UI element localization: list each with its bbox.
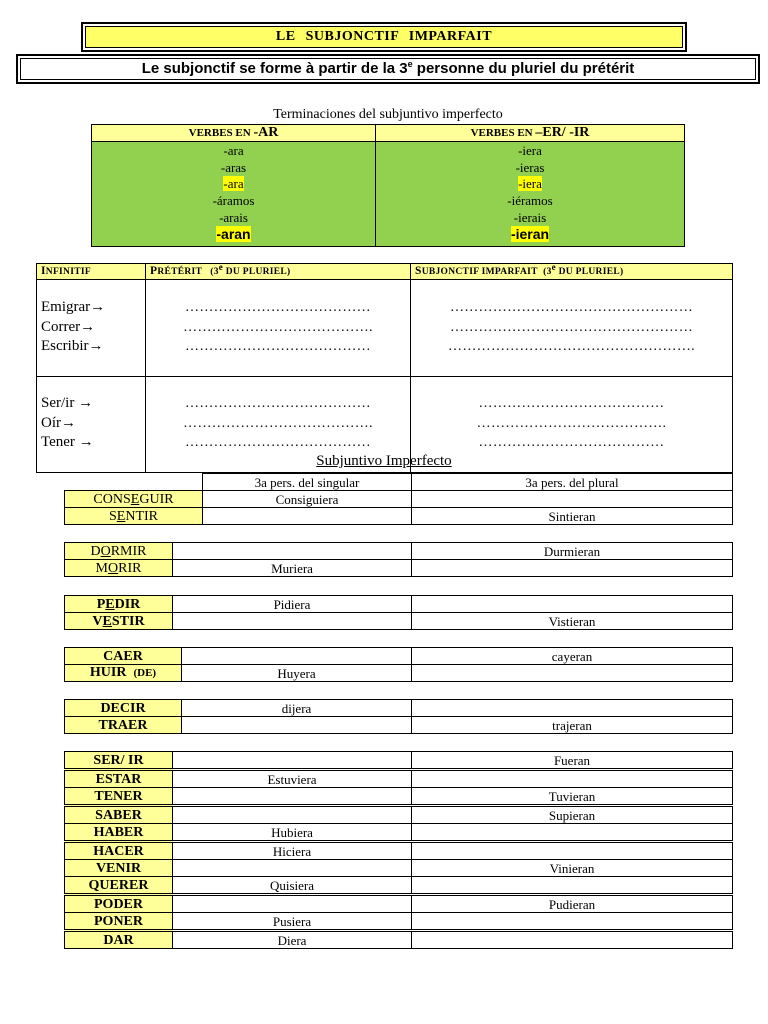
conj-header-blank <box>65 474 203 491</box>
endings-caption: Terminaciones del subjuntivo imperfecto <box>273 107 503 122</box>
endings-erir-list <box>376 142 685 247</box>
irregular-plur: Supieran <box>412 806 733 824</box>
arrow-icon: → <box>90 299 106 315</box>
h-pret-note-a: (3 <box>210 267 219 277</box>
pedir-plur <box>412 596 733 613</box>
h-pret-note-sup: e <box>218 261 224 272</box>
verb-huir <box>65 665 182 682</box>
ending-ar-1-text: -ara <box>223 143 244 158</box>
conj-row-hacer <box>65 842 733 860</box>
conj-row-poder <box>65 895 733 913</box>
conj-header-row <box>65 474 733 491</box>
verb-estar: ESTAR <box>65 770 173 788</box>
verb-venir: VENIR <box>65 860 173 877</box>
verb-pedir-u: E <box>105 596 115 612</box>
subtitle-text-a: Le subjonctif se forme à partir de la 3 <box>141 60 408 77</box>
ending-erir-6-text: -ieran <box>510 226 550 243</box>
irregular-sing <box>173 895 412 913</box>
irregular-plur <box>412 842 733 860</box>
verb-ser-ir <box>41 394 145 414</box>
ending-erir-4-text: -iéramos <box>507 193 553 209</box>
vestir-plur: Vistieran <box>412 613 733 630</box>
verb-sentir-a: S <box>108 508 117 524</box>
h-subj-note-a: (3 <box>543 267 552 277</box>
blank-preterit-emigrar[interactable]: ………………………………… <box>185 300 371 315</box>
conj-header-sing: 3a pers. del singular <box>203 474 412 491</box>
verb-querer: QUERER <box>65 877 173 895</box>
ending-ar-2-text: -aras <box>220 159 247 175</box>
ending-erir-5 <box>376 210 684 227</box>
verb-correr-text: Correr <box>41 318 81 335</box>
ending-ar-3-text: -ara <box>223 176 244 192</box>
verb-pedir-b: DIR <box>114 596 141 612</box>
arrow-icon: → <box>88 338 104 354</box>
h-subj-note-b: DU PLURIEL) <box>555 267 624 277</box>
ending-erir-2 <box>376 160 684 177</box>
blank-subj-emigrar[interactable]: …………………………………………… <box>449 300 694 315</box>
title-frame <box>81 22 687 52</box>
conj-row-saber <box>65 806 733 824</box>
h-inf-cap: I <box>41 265 46 277</box>
irregular-sing: Hiciera <box>173 842 412 860</box>
verb-poner: PONER <box>65 913 173 931</box>
verb-vestir-b: STIR <box>111 613 145 629</box>
vestir-sing <box>173 613 412 630</box>
irregular-plur: Vinieran <box>412 860 733 877</box>
irregular-sing: Estuviera <box>173 770 412 788</box>
morir-plur <box>412 560 733 577</box>
verb-tener <box>41 433 145 453</box>
endings-header-ar-big: -AR <box>253 125 279 140</box>
verb-haber: HABER <box>65 824 173 842</box>
ending-erir-3-text: -iera <box>518 176 542 192</box>
verb-emigrar-text: Emigrar <box>41 299 91 315</box>
ending-ar-6 <box>92 226 375 243</box>
conj-row-querer <box>65 877 733 895</box>
verb-conseguir-u: E <box>130 491 140 507</box>
blank-subj-escribir[interactable]: ……………………………………………. <box>448 339 695 354</box>
h-pret-note-b: DU PLURIEL) <box>223 267 291 277</box>
verb-vestir-u: E <box>102 613 112 629</box>
verb-sentir-u: E <box>116 508 126 524</box>
verb-tener: TENER <box>65 788 173 806</box>
ending-ar-3 <box>92 176 375 193</box>
endings-header-erir <box>376 125 685 142</box>
subtitle-frame <box>16 54 760 84</box>
irregular-plur <box>412 770 733 788</box>
caer-plur: cayeran <box>412 648 733 665</box>
ending-erir-6 <box>376 226 684 243</box>
verb-sentir <box>65 508 203 525</box>
verb-decir: DECIR <box>65 700 182 717</box>
conj-row-dar <box>65 931 733 949</box>
traer-plur: trajeran <box>412 717 733 734</box>
verb-oir-text: Oír <box>41 414 61 431</box>
conj-row-haber <box>65 824 733 842</box>
verb-vestir <box>65 613 173 630</box>
exercise-group1-subjonctif[interactable] <box>411 280 733 377</box>
irregular-sing: Quisiera <box>173 877 412 895</box>
verb-morir-b: RIR <box>118 560 142 576</box>
h-subj-cap: S <box>415 265 422 277</box>
blank-preterit-escribir[interactable]: ………………………………… <box>185 339 371 354</box>
conj-row-traer <box>65 717 733 734</box>
irregular-plur <box>412 913 733 931</box>
verb-poder: PODER <box>65 895 173 913</box>
blank-subj-oir[interactable]: …………………………………. <box>476 415 667 431</box>
decir-sing: dijera <box>182 700 412 717</box>
verb-huir-note: (DE) <box>133 667 157 679</box>
blank-preterit-ser-ir[interactable]: ………………………………… <box>185 396 371 411</box>
conj-row-pedir <box>65 596 733 613</box>
verb-pedir-a: P <box>96 596 106 612</box>
subtitle-text-b: personne du pluriel du prétérit <box>412 60 635 77</box>
ending-ar-5 <box>92 210 375 227</box>
morir-sing: Muriera <box>173 560 412 577</box>
h-inf-rest: NFINITIF <box>45 267 91 277</box>
h-subj-rest: UBJONCTIF IMPARFAIT <box>421 267 538 277</box>
decir-plur <box>412 700 733 717</box>
verb-hacer: HACER <box>65 842 173 860</box>
conj-row-dormir <box>65 543 733 560</box>
page-title: LE SUBJONCTIF IMPARFAIT <box>85 26 683 48</box>
verb-dormir-b: RMIR <box>110 543 147 559</box>
irregular-sing: Diera <box>173 931 412 949</box>
sentir-plur: Sintieran <box>412 508 733 525</box>
exercise-table <box>36 263 733 473</box>
ending-ar-4 <box>92 193 375 210</box>
blank-subj-correr[interactable]: …………………………………………… <box>449 319 694 335</box>
verb-serir: SER/ IR <box>65 752 173 770</box>
caer-sing <box>182 648 412 665</box>
irregular-plur: Tuvieran <box>412 788 733 806</box>
blank-subj-ser-ir[interactable]: ………………………………… <box>478 396 665 411</box>
verb-oir <box>41 414 145 434</box>
exercise-header-preterit <box>146 261 411 280</box>
ending-ar-6-text: -aran <box>216 226 251 243</box>
huir-plur <box>412 665 733 682</box>
huir-sing: Huyera <box>182 665 412 682</box>
irregular-sing: Pusiera <box>173 913 412 931</box>
endings-body-row <box>92 142 685 247</box>
pedir-sing: Pidiera <box>173 596 412 613</box>
conj-table-5 <box>64 699 733 734</box>
verb-huir-text: HUIR <box>89 665 127 680</box>
irregular-plur <box>412 877 733 895</box>
conj-row-decir <box>65 700 733 717</box>
irregular-plur: Pudieran <box>412 895 733 913</box>
irregular-sing <box>173 752 412 770</box>
conj-row-venir <box>65 860 733 877</box>
verb-morir-u: O <box>107 560 119 576</box>
dormir-plur: Durmieran <box>412 543 733 560</box>
endings-header-ar-pre: VERBES EN <box>188 127 254 139</box>
endings-header-erir-pre: VERBES EN <box>470 127 536 139</box>
conj-table-6 <box>64 751 733 949</box>
conj-row-tener <box>65 788 733 806</box>
verb-dar: DAR <box>65 931 173 949</box>
verb-escribir-text: Escribir <box>41 338 89 354</box>
exercise-header-row <box>37 264 733 280</box>
verb-conseguir <box>65 491 203 508</box>
ending-erir-1 <box>376 143 684 160</box>
verb-emigrar <box>41 298 145 318</box>
conj-table-1 <box>64 473 733 525</box>
irregular-plur <box>412 931 733 949</box>
endings-table <box>91 124 685 247</box>
verb-morir-a: M <box>95 560 108 576</box>
conj-row-vestir <box>65 613 733 630</box>
ending-erir-1-text: -iera <box>518 143 542 158</box>
ending-erir-5-text: -ierais <box>513 209 547 225</box>
verb-conseguir-a: CONS <box>93 491 131 507</box>
conj-table-3 <box>64 595 733 630</box>
verb-escribir <box>41 337 145 357</box>
conj-row-estar <box>65 770 733 788</box>
verb-pedir <box>65 596 173 613</box>
traer-sing <box>182 717 412 734</box>
conj-row-poner <box>65 913 733 931</box>
verb-morir <box>65 560 173 577</box>
ending-erir-4 <box>376 193 684 210</box>
irregular-sing: Hubiera <box>173 824 412 842</box>
ending-ar-4-text: -áramos <box>212 193 255 209</box>
verb-dormir-a: D <box>90 543 101 559</box>
conj-row-serir <box>65 752 733 770</box>
verb-traer: TRAER <box>65 717 182 734</box>
irregular-sing <box>173 788 412 806</box>
blank-preterit-tener[interactable]: ………………………………… <box>185 435 371 450</box>
endings-ar-list <box>92 142 376 247</box>
conj-header-plur: 3a pers. del plural <box>412 474 733 491</box>
ending-ar-5-text: -arais <box>219 209 248 225</box>
conj-row-conseguir <box>65 491 733 508</box>
page-subtitle <box>20 58 756 80</box>
irregular-sing <box>173 860 412 877</box>
blank-preterit-correr[interactable]: …………………………………. <box>183 319 373 335</box>
h-pret-rest: RÉTÉRIT <box>157 267 203 277</box>
h-pret-cap: P <box>150 265 158 277</box>
verb-dormir <box>65 543 173 560</box>
endings-header-erir-big: –ER/ -IR <box>535 125 590 140</box>
conj-row-caer <box>65 648 733 665</box>
exercise-header-infinitif <box>37 264 146 280</box>
verb-correr <box>41 318 145 338</box>
irregular-plur: Fueran <box>412 752 733 770</box>
subtitle-sup: e <box>407 59 413 69</box>
exercise-group1-preterit[interactable] <box>146 280 411 377</box>
verb-sentir-b: NTIR <box>125 508 159 524</box>
exercise-group1-verbs <box>37 280 146 377</box>
verb-conseguir-b: GUIR <box>139 491 174 507</box>
verb-ser-ir-text: Ser/ir <box>41 395 79 411</box>
exercise-header-subjonctif <box>411 261 733 280</box>
dormir-sing <box>173 543 412 560</box>
h-subj-note-sup: e <box>551 261 556 272</box>
conj-caption: Subjuntivo Imperfecto <box>316 453 452 469</box>
blank-subj-tener[interactable]: ………………………………… <box>478 435 665 450</box>
irregular-plur <box>412 824 733 842</box>
verb-vestir-a: V <box>92 613 103 629</box>
verb-saber: SABER <box>65 806 173 824</box>
ending-erir-3 <box>376 176 684 193</box>
conj-row-huir <box>65 665 733 682</box>
irregular-sing <box>173 806 412 824</box>
blank-preterit-oir[interactable]: …………………………………. <box>183 415 373 431</box>
verb-tener-text: Tener <box>41 434 79 450</box>
conseguir-sing: Consiguiera <box>203 491 412 508</box>
verb-dormir-u: O <box>100 543 111 559</box>
arrow-icon: → <box>78 395 94 411</box>
ending-ar-2 <box>92 160 375 177</box>
conseguir-plur <box>412 491 733 508</box>
exercise-group-1 <box>37 280 733 377</box>
conj-table-4 <box>64 647 733 682</box>
arrow-icon: → <box>61 414 76 431</box>
sentir-sing <box>203 508 412 525</box>
ending-erir-2-text: -ieras <box>515 159 545 175</box>
ending-ar-1 <box>92 143 375 160</box>
arrow-icon: → <box>80 318 96 335</box>
conj-row-morir <box>65 560 733 577</box>
endings-header-row <box>92 125 685 142</box>
verb-caer: CAER <box>65 648 182 665</box>
conj-row-sentir <box>65 508 733 525</box>
conj-table-2 <box>64 542 733 577</box>
irregular-rows <box>65 752 733 949</box>
endings-header-ar <box>92 125 376 142</box>
arrow-icon: → <box>78 434 94 450</box>
